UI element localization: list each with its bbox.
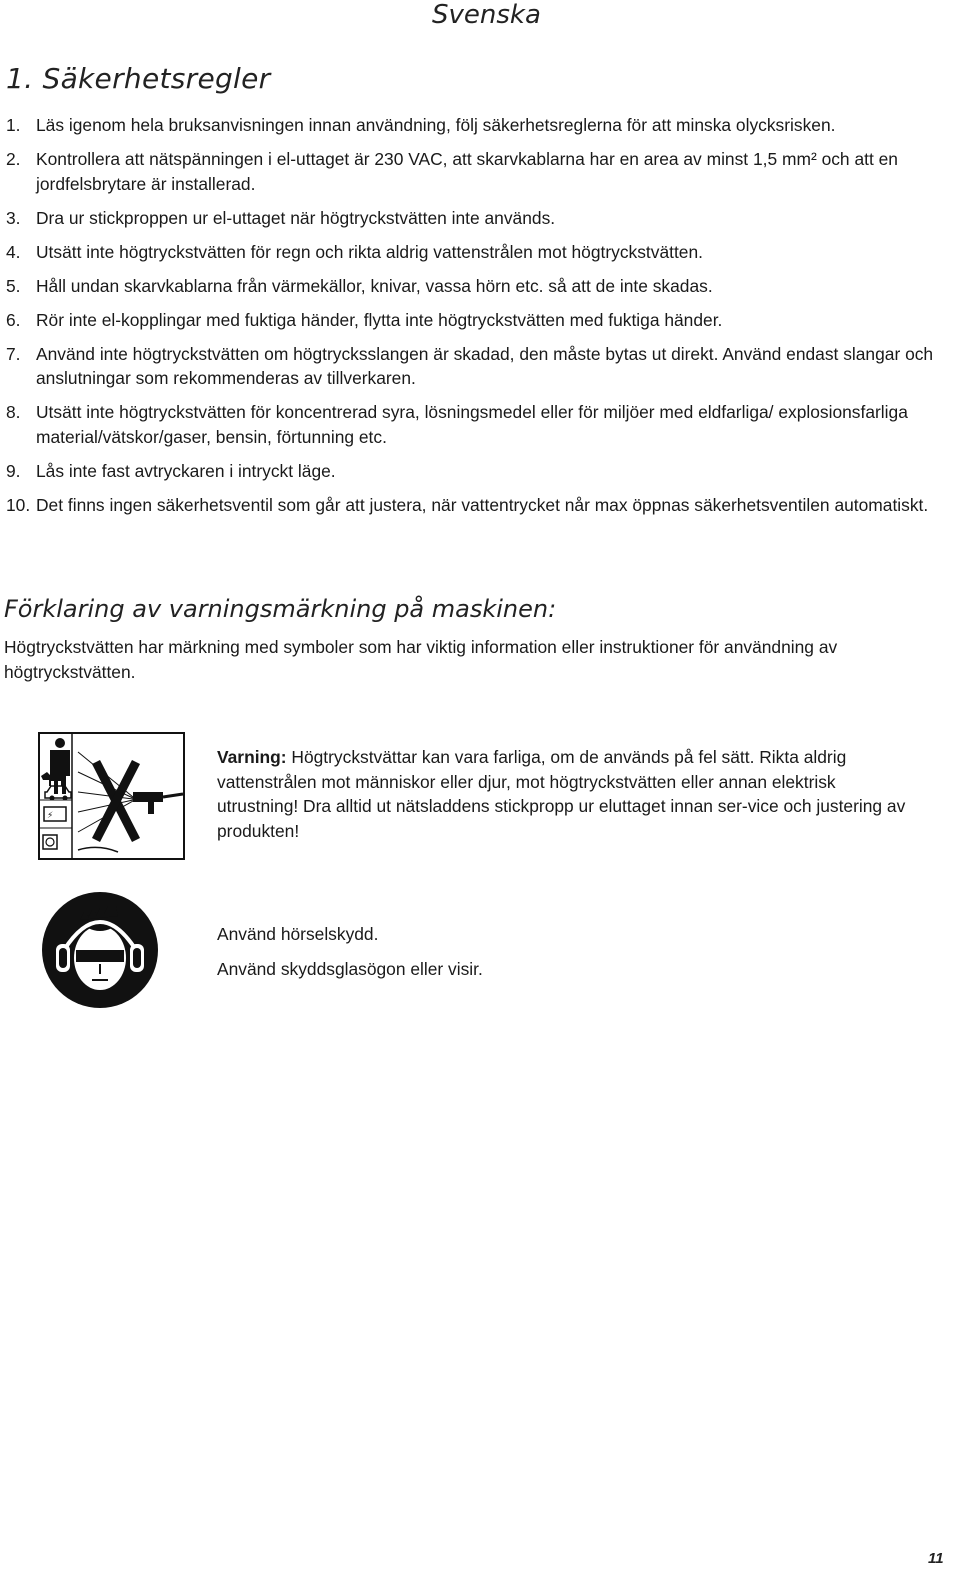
hearing-and-eye-protection-icon (40, 890, 160, 1010)
warning-text: Högtryckstvättar kan vara farliga, om de används på fel sätt. Rikta aldrig vattenstrålen mot människor eller djur, mot högtryckstvätten eller annan elektrisk utrustning! Dra alltid ut nätsladdens stickpropp ur eluttaget innan ser-vice och justering av produkten! (217, 747, 906, 841)
svg-text:⚡: ⚡ (47, 811, 54, 821)
list-item (6, 206, 954, 231)
list-item (6, 147, 954, 196)
list-item-text: Det finns ingen säkerhetsventil som går att justera, när vattentrycket når max öppnas säkerhetsventilen automatiskt. (36, 494, 929, 515)
list-item-number: 5. (6, 275, 21, 296)
list-item-text: Håll undan skarvkablarna från värmekällor, knivar, vassa hörn etc. så att de inte skadas. (36, 275, 713, 296)
document-language-header: Svenska (432, 0, 541, 30)
list-item (6, 274, 954, 299)
list-item-number: 1. (6, 115, 21, 135)
section-title-safety-rules: 1. Säkerhetsregler (6, 62, 271, 95)
list-item (6, 113, 954, 138)
list-item-number: 6. (6, 309, 21, 330)
list-item-text: Använd inte högtryckstvätten om högtrycksslangen är skadad, den måste bytas ut direkt. Använd endast slangar och anslutningar som rekommenderas av tillverkaren. (36, 343, 934, 389)
list-item-number: 2. (6, 148, 21, 169)
list-item-text: Utsätt inte högtryckstvätten för regn och rikta aldrig vattenstrålen mot högtryckstvätten. (36, 241, 703, 262)
safety-rules-list (6, 113, 954, 527)
section-title-warning-labels: Förklaring av varningsmärkning på maskinen: (4, 595, 557, 623)
warning-description (217, 745, 917, 843)
list-item-text: Dra ur stickproppen ur el-uttaget när högtryckstvätten inte används. (36, 207, 556, 228)
list-item-number: 8. (6, 402, 21, 423)
list-item-text: Utsätt inte högtryckstvätten för koncentrerad syra, lösningsmedel eller för miljöer med eldfarliga/ explosionsfarliga material/vätskor/gaser, bensin, förtunning etc. (36, 402, 908, 447)
no-spray-warning-icon (38, 732, 185, 860)
warning-labels-intro: Högtryckstvätten har märkning med symboler som har viktig information eller instruktioner för användning av högtryckstvätten. (4, 637, 838, 682)
page-number: 11 (928, 1550, 944, 1567)
eye-protection-text: Använd skyddsglasögon eller visir. (217, 959, 483, 979)
hearing-protection-text: Använd hörselskydd. (217, 924, 379, 944)
list-item-text: Läs igenom hela bruksanvisningen innan användning, följ säkerhetsreglerna för att minska olycksrisken. (36, 115, 836, 135)
list-item-number: 9. (6, 460, 21, 481)
list-item (6, 400, 954, 449)
list-item-number: 10. (6, 494, 31, 515)
list-item-text: Kontrollera att nätspänningen i el-uttaget är 230 VAC, att skarvkablarna har en area av minst 1,5 mm² och att en jordfelsbrytare är installerad. (36, 148, 898, 194)
list-item-number: 4. (6, 241, 21, 262)
list-item (6, 493, 954, 518)
list-item (6, 459, 954, 484)
list-item-number: 3. (6, 207, 21, 228)
list-item (6, 240, 954, 265)
list-item (6, 342, 954, 391)
list-item-text: Lås inte fast avtryckaren i intryckt läge. (36, 460, 336, 481)
list-item-text: Rör inte el-kopplingar med fuktiga händer, flytta inte högtryckstvätten med fuktiga händer. (36, 309, 723, 330)
list-item (6, 308, 954, 333)
list-item-number: 7. (6, 343, 21, 364)
warning-label: Varning: (217, 747, 287, 767)
